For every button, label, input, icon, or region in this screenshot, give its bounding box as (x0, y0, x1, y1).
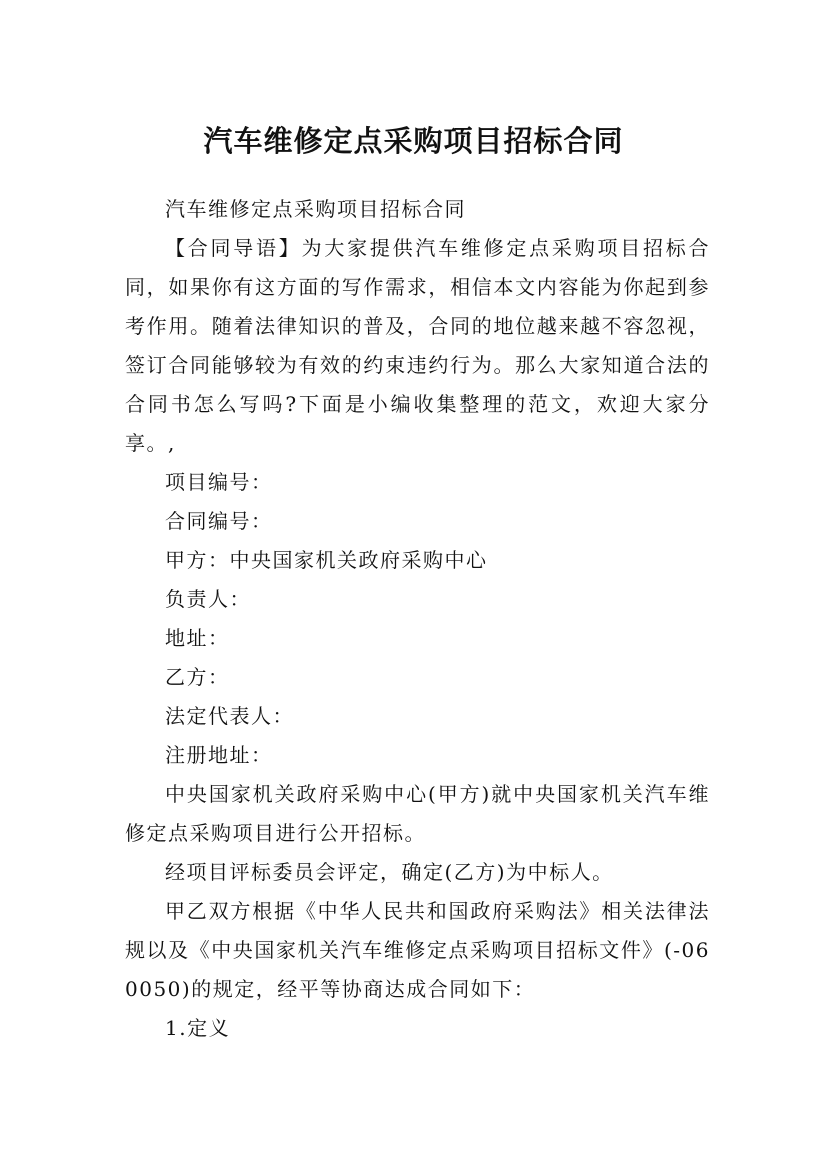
section-heading-definitions: 1.定义 (165, 1016, 231, 1040)
field-address: 地址： (165, 626, 230, 650)
paragraph-agreement-basis: 甲乙双方根据《中华人民共和国政府采购法》相关法律法规以及《中央国家机关汽车维修定点采购项目招标文件》(-060050)的规定，经平等协商达成合同如下： (125, 899, 710, 1001)
field-registered-address: 注册地址： (165, 743, 273, 767)
paragraph-subtitle: 汽车维修定点采购项目招标合同 (165, 197, 466, 221)
field-party-b: 乙方： (165, 665, 230, 689)
paragraph-intro: 【合同导语】为大家提供汽车维修定点采购项目招标合同，如果你有这方面的写作需求，相信本文内容能为你起到参考作用。随着法律知识的普及，合同的地位越来越不容忽视，签订合同能够较为有效的约束违约行为。那么大家知道合法的合同书怎么写吗?下面是小编收集整理的范文，欢迎大家分享。, (125, 236, 710, 455)
field-person-in-charge: 负责人： (165, 587, 251, 611)
field-contract-number: 合同编号： (165, 509, 273, 533)
paragraph-tender-notice: 中央国家机关政府采购中心(甲方)就中央国家机关汽车维修定点采购项目进行公开招标。 (125, 782, 710, 845)
field-party-a: 甲方：中央国家机关政府采购中心 (165, 548, 488, 572)
paragraph-winner: 经项目评标委员会评定，确定(乙方)为中标人。 (165, 860, 614, 884)
document-title: 汽车维修定点采购项目招标合同 (203, 124, 624, 159)
field-legal-representative: 法定代表人： (165, 704, 294, 728)
field-project-number: 项目编号： (165, 470, 273, 494)
document-body (125, 190, 710, 1048)
